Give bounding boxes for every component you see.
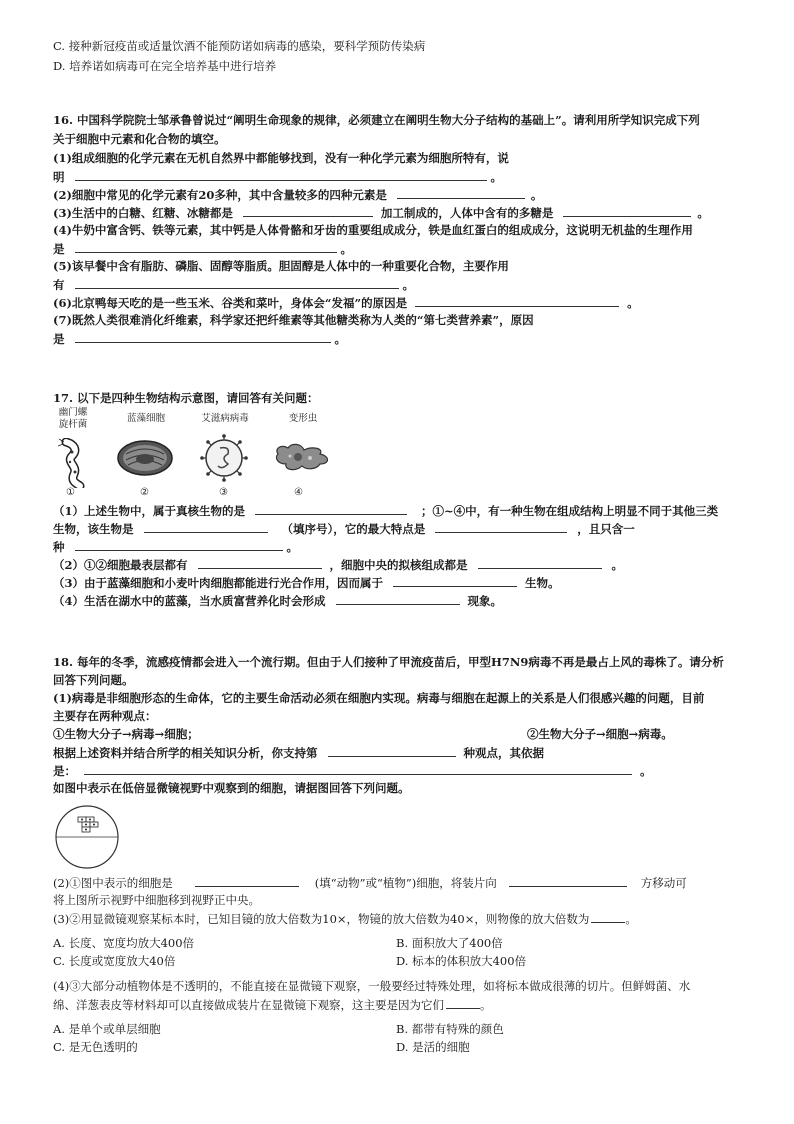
q17-part2-answer-blank-1[interactable] xyxy=(198,556,322,569)
q18-part3-line xyxy=(53,910,637,927)
q16-part1-suffix: 。 xyxy=(490,170,502,184)
q16-part5-answer-blank[interactable] xyxy=(75,276,399,289)
q16-part6-suffix: 。 xyxy=(627,296,639,310)
q16-part2-answer-blank[interactable] xyxy=(397,186,525,199)
q17-part3-line xyxy=(53,574,560,591)
q17-part4-prompt: （4）生活在湖水中的蓝藻，当水质富营养化时会形成 xyxy=(53,594,326,608)
q17-part1-answer-blank-1[interactable] xyxy=(255,502,407,515)
q17-part4-line xyxy=(53,592,502,609)
q18-part2-middle: (填“动物”或“植物”)细胞，将装片向 xyxy=(314,876,497,890)
q16-part3-prompt: (3)生活中的白糖、红糖、冰糖都是 xyxy=(53,206,233,220)
q16-part4-prefix: 是 xyxy=(53,242,65,256)
q18-part2-line1 xyxy=(53,874,687,891)
q18-part1-answer-blank-2[interactable] xyxy=(84,762,632,775)
q18-view-2: ②生物大分子→细胞→病毒。 xyxy=(527,727,673,741)
amoeba-illustration xyxy=(272,440,334,474)
q17-part2-answer-blank-2[interactable] xyxy=(478,556,602,569)
q16-part1-prefix: 明 xyxy=(53,170,65,184)
q18-part4-answer-blank[interactable] xyxy=(446,996,480,1009)
q18-part3-option-a[interactable]: A. 长度、宽度均放大400倍 xyxy=(53,936,195,950)
q16-part4-answer-blank[interactable] xyxy=(75,240,337,253)
q16-part4-suffix: 。 xyxy=(340,242,352,256)
q16-part7-suffix: 。 xyxy=(334,332,346,346)
q16-part6-answer-blank[interactable] xyxy=(415,294,619,307)
q17-part3-suffix: 生物。 xyxy=(525,576,560,590)
q18-part1-prefix: 是： xyxy=(53,764,76,778)
q16-part5-suffix: 。 xyxy=(402,278,414,292)
q18-part1-line3 xyxy=(53,744,544,761)
q17-part1-suffix-3: 。 xyxy=(286,540,298,554)
q17-part1-answer-blank-2[interactable] xyxy=(144,520,268,533)
q18-part2-answer-blank-2[interactable] xyxy=(509,874,627,887)
q16-part5-line2 xyxy=(53,276,414,293)
q18-part2-suffix: 方移动可 xyxy=(640,876,687,890)
cyanobacteria-cell-illustration xyxy=(116,438,174,478)
q17-part1-line1 xyxy=(53,502,718,519)
q18-part1-suffix: 。 xyxy=(640,764,652,778)
q16-part2-suffix: 。 xyxy=(530,188,543,202)
q17-part3-prompt: （3）由于蓝藻细胞和小麦叶肉细胞都能进行光合作用，因而属于 xyxy=(53,576,383,590)
q16-part2-line xyxy=(53,186,542,203)
q17-part1-prompt: （1）上述生物中，属于真核生物的是 xyxy=(53,504,245,518)
q18-part2-line2: 将上图所示视野中细胞移到视野正中央。 xyxy=(53,893,260,907)
q16-part7-line1: (7)既然人类很难消化纤维素，科学家还把纤维素等其他糖类称为人类的“第七类营养素”，原因 xyxy=(53,313,534,327)
q18-part4-option-b[interactable]: B. 都带有特殊的颜色 xyxy=(396,1022,504,1036)
q18-part3-option-b[interactable]: B. 面积放大了400倍 xyxy=(396,936,503,950)
q16-part7-prefix: 是 xyxy=(53,332,65,346)
q18-intro-line2: 回答下列问题。 xyxy=(53,673,134,687)
q18-part4-line2 xyxy=(53,996,492,1013)
q18-part3-option-c[interactable]: C. 长度或宽度放大40倍 xyxy=(53,954,176,968)
q16-part1-line2 xyxy=(53,168,502,185)
q16-part7-line2 xyxy=(53,330,346,347)
q16-part5-line1: (5)该早餐中含有脂肪、磷脂、固醇等脂质。胆固醇是人体中的一种重要化合物，主要作用 xyxy=(53,259,509,273)
q17-part2-prompt: （2）①②细胞最表层都有 xyxy=(53,558,188,572)
q16-part3-suffix: 。 xyxy=(697,206,709,220)
q18-part1-middle: 种观点，其依据 xyxy=(463,746,544,760)
q17-part1-suffix-2: ，且只含一 xyxy=(577,522,635,536)
hiv-virus-illustration xyxy=(200,432,248,484)
q16-part3-answer-blank-2[interactable] xyxy=(563,204,691,217)
q16-part2-prompt: (2)细胞中常见的化学元素有20多种，其中含量较多的四种元素是 xyxy=(53,188,387,202)
q18-part1-line4 xyxy=(53,762,652,779)
figure-number-2: ② xyxy=(140,487,149,498)
q16-part5-prefix: 有 xyxy=(53,278,65,292)
q16-part6-prompt: (6)北京鸭每天吃的是一些玉米、谷类和菜叶，身体会“发福”的原因是 xyxy=(53,296,408,310)
q18-part3-suffix: 。 xyxy=(625,912,637,926)
q17-part2-line xyxy=(53,556,623,573)
option-d-text: D. 培养诺如病毒可在完全培养基中进行培养 xyxy=(53,59,277,73)
q16-part3-line xyxy=(53,204,709,221)
q16-part4-line2 xyxy=(53,240,352,257)
q18-part4-option-c[interactable]: C. 是无色透明的 xyxy=(53,1040,138,1054)
q16-part1-line1: (1)组成细胞的化学元素在无机自然界中都能够找到，没有一种化学元素为细胞所特有，说 xyxy=(53,151,509,165)
q18-part4-option-d[interactable]: D. 是活的细胞 xyxy=(396,1040,470,1054)
q18-part3-answer-blank[interactable] xyxy=(591,910,625,923)
q17-part1-middle: ；①~④中，有一种生物在组成结构上明显不同于其他三类 xyxy=(421,504,719,518)
q18-part4-line1: (4)③大部分动植物体是不透明的，不能直接在显微镜下观察，一般要经过特殊处理，如将标本做成很薄的切片。但鲜姆菌、水 xyxy=(53,979,691,993)
figure-label-helicobacter: 幽门螺 旋杆菌 xyxy=(58,407,88,430)
q17-part3-answer-blank[interactable] xyxy=(393,574,517,587)
q17-part2-suffix: 。 xyxy=(611,558,624,572)
q18-part3-option-d[interactable]: D. 标本的体积放大400倍 xyxy=(396,954,527,968)
q17-part4-answer-blank[interactable] xyxy=(336,592,460,605)
q18-part4-option-a[interactable]: A. 是单个或单层细胞 xyxy=(53,1022,161,1036)
q17-part1-answer-blank-3[interactable] xyxy=(435,520,567,533)
q18-part3-prompt: (3)②用显微镜观察某标本时，已知目镜的放大倍数为10×，物镜的放大倍数为40×，则物像的放大倍数为 xyxy=(53,912,590,926)
q18-part1-line2: 主要存在两种观点： xyxy=(53,709,157,723)
microscope-field-of-view xyxy=(52,804,122,870)
q16-part3-answer-blank-1[interactable] xyxy=(243,204,373,217)
q17-part4-suffix: 现象。 xyxy=(467,594,502,608)
q18-part2-prompt: (2)①图中表示的细胞是 xyxy=(53,876,173,890)
q16-part3-middle: 加工制成的，人体中含有的多糖是 xyxy=(380,206,554,220)
q18-view-1: ①生物大分子→病毒→细胞； xyxy=(53,727,199,741)
figure-label-cyanobacteria: 蓝藻细胞 xyxy=(126,413,165,424)
q18-part2-answer-blank-1[interactable] xyxy=(195,874,299,887)
q16-part6-line xyxy=(53,294,639,311)
q18-part4-prompt: 绵、洋葱表皮等材料却可以直接做成装片在显微镜下观察，这主要是因为它们 xyxy=(53,998,444,1012)
q17-part1-middle-2: （填序号），它的最大特点是 xyxy=(281,522,426,536)
figure-number-1: ① xyxy=(66,487,75,498)
q17-part2-middle: ，细胞中央的拟核组成都是 xyxy=(329,558,468,572)
q17-part1-answer-blank-4[interactable] xyxy=(75,538,283,551)
figure-label-amoeba: 变形虫 xyxy=(288,413,318,424)
figure-label-hiv: 艾滋病病毒 xyxy=(201,413,249,424)
q16-intro-line1: 16. 中国科学院院士邹承鲁曾说过“阐明生命现象的规律，必须建立在阐明生物大分子结构的基础上”。请利用所学知识完成下列 xyxy=(53,113,700,127)
q18-part1-line5: 如图中表示在低倍显微镜视野中观察到的细胞，请据图回答下列问题。 xyxy=(53,781,410,795)
q16-part7-answer-blank[interactable] xyxy=(75,330,331,343)
q18-intro-line1: 18. 每年的冬季，流感疫情都会进入一个流行期。但由于人们接种了甲流疫苗后，甲型H7N9病毒不再是最占上风的毒株了。请分析 xyxy=(53,655,724,669)
helicobacter-illustration xyxy=(56,438,90,488)
q18-part1-line1: (1)病毒是非细胞形态的生命体，它的主要生命活动必须在细胞内实现。病毒与细胞在起源上的关系是人们很感兴趣的问题，目前 xyxy=(53,691,705,705)
q18-part4-suffix: 。 xyxy=(480,998,492,1012)
q17-intro: 17. 以下是四种生物结构示意图，请回答有关问题： xyxy=(53,391,319,405)
q18-part1-answer-blank-1[interactable] xyxy=(328,744,456,757)
q16-part1-answer-blank[interactable] xyxy=(75,168,487,181)
figure-number-3: ③ xyxy=(219,487,228,498)
q17-part1-line3 xyxy=(53,538,298,555)
option-c-text: C. 接种新冠疫苗或适量饮酒不能预防诺如病毒的感染，要科学预防传染病 xyxy=(53,39,426,53)
figure-number-4: ④ xyxy=(294,487,303,498)
q17-part1-prefix-3: 种 xyxy=(53,540,65,554)
q17-part1-line2 xyxy=(53,520,635,537)
q16-intro-line2: 关于细胞中元素和化合物的填空。 xyxy=(53,132,226,146)
q16-part4-line1: (4)牛奶中富含钙、铁等元素，其中钙是人体骨骼和牙齿的重要组成成分，铁是血红蛋白的组成成分，这说明无机盐的生理作用 xyxy=(53,223,693,237)
q18-part1-prompt: 根据上述资料并结合所学的相关知识分析，你支持第 xyxy=(53,746,318,760)
q17-part1-prompt-2: 生物，该生物是 xyxy=(53,522,134,536)
